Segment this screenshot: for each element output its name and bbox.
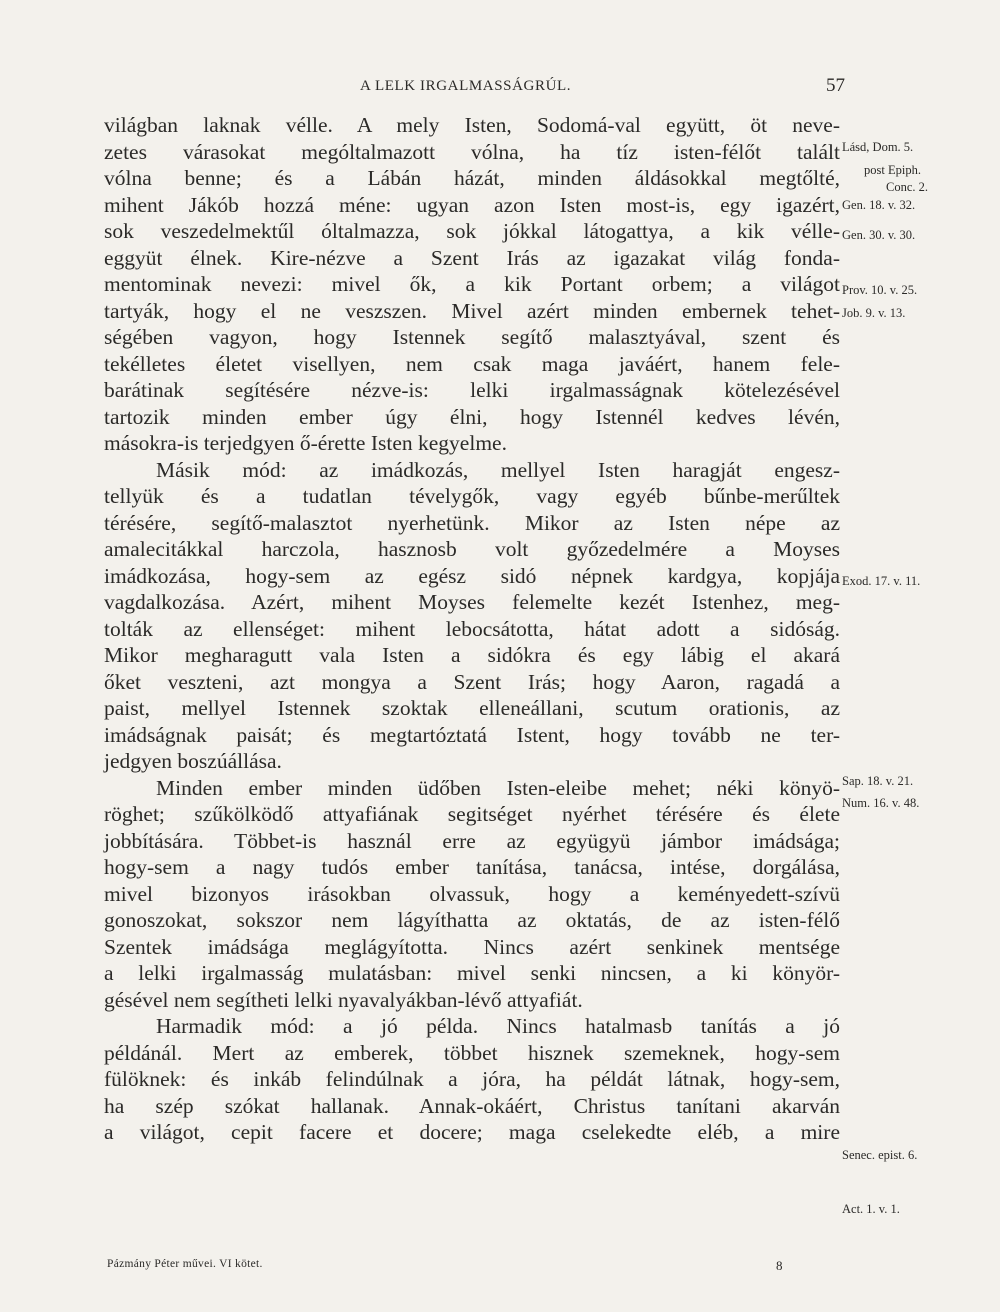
text-line: tartyák, hogy el ne veszszen. Mivel azért minden embernek tehet- bbox=[104, 298, 840, 323]
margin-note: Exod. 17. v. 11. bbox=[842, 574, 921, 588]
running-title: A LELK IRGALMASSÁGRÚL. bbox=[360, 78, 572, 94]
text-line: röghet; szűkölködő attyafiának segitséget nyérhet térésére és élete bbox=[104, 802, 840, 826]
text-line: fülöknek: és inkáb felindúlnak a jóra, ha példát látnak, hogy-sem, bbox=[104, 1067, 840, 1091]
margin-note: Job. 9. v. 13. bbox=[842, 306, 906, 320]
text-line: jedgyen boszúállása. bbox=[104, 749, 282, 773]
text-line: jobbítására. Többet-is használ erre az együgyü jámbor imádsága; bbox=[104, 828, 840, 853]
margin-note: Sap. 18. v. 21. bbox=[842, 774, 914, 788]
text-line: a lelki irgalmasság mulatásban: mivel senki nincsen, a ki könyör- bbox=[104, 961, 840, 985]
text-line: Mikor megharagutt vala Isten a sidókra és egy lábig el akará bbox=[104, 643, 840, 667]
margin-note: Num. 16. v. 48. bbox=[842, 796, 920, 810]
text-line: őket veszteni, azt mongya a Szent Irás; hogy Aaron, ragadá a bbox=[104, 669, 840, 694]
margin-note: Gen. 18. v. 32. bbox=[842, 198, 916, 212]
text-line: mentominak nevezi: mivel ők, a kik Portant orbem; a világot bbox=[104, 272, 840, 296]
text-line: Másik mód: az imádkozás, mellyel Isten haragját engesz- bbox=[156, 457, 840, 482]
margin-note: Gen. 30. v. 30. bbox=[842, 228, 916, 242]
margin-note: Lásd, Dom. 5. bbox=[842, 140, 914, 154]
margin-note: Conc. 2. bbox=[886, 180, 929, 194]
text-line: imádkozása, hogy-sem az egész sidó népnek kardgya, kopjája bbox=[104, 563, 840, 588]
body-text bbox=[104, 112, 840, 1146]
text-line: imádságnak paisát; és megtartóztatá Istent, hogy tovább ne ter- bbox=[104, 722, 840, 747]
footer-signature: Pázmány Péter művei. VI kötet. bbox=[107, 1258, 263, 1270]
text-line: példánál. Mert az emberek, többet hisznek szemeknek, hogy-sem bbox=[104, 1040, 840, 1065]
margin-note: Act. 1. v. 1. bbox=[842, 1202, 900, 1216]
text-line: tekélletes életet visellyen, nem csak maga javáért, hanem fele- bbox=[104, 351, 840, 376]
text-line: mivel bizonyos irásokban olvassuk, hogy a keményedett-szívü bbox=[104, 881, 840, 906]
margin-note: post Epiph. bbox=[864, 163, 921, 177]
text-line: tolták az ellenséget: mihent lebocsátotta, hátat adott a sidóság. bbox=[104, 616, 840, 641]
text-line: világban laknak vélle. A mely Isten, Sodomá-val együtt, öt neve- bbox=[104, 113, 840, 137]
margin-note: Senec. epist. 6. bbox=[842, 1148, 918, 1162]
text-line: mihent Jákób hozzá méne: ugyan azon Isten most-is, egy igazért, bbox=[104, 192, 840, 217]
text-line: vagdalkozása. Azért, mihent Moyses felemelte kezét Istenhez, meg- bbox=[104, 590, 840, 614]
text-line: barátinak segítésére nézve-is: lelki irgalmasságnak kötelezésével bbox=[104, 378, 840, 402]
text-line: tartozik minden ember úgy élni, hogy Istennél kedves lévén, bbox=[104, 404, 840, 429]
text-line: Harmadik mód: a jó példa. Nincs hatalmasb tanítás a jó bbox=[156, 1014, 840, 1038]
text-line: térésére, segítő-malasztot nyerhetünk. Mikor az Isten népe az bbox=[104, 510, 840, 535]
text-line: gésével nem segítheti lelki nyavalyákban-lévő attyafiát. bbox=[104, 987, 583, 1012]
text-line: zetes várasokat mególtalmazott vólna, ha tíz isten-félőt talált bbox=[104, 139, 840, 164]
text-line: másokra-is terjedgyen ő-érette Isten kegyelme. bbox=[104, 431, 507, 455]
text-line: paist, mellyel Istennek szoktak elleneállani, scutum orationis, az bbox=[104, 696, 840, 720]
text-line: tellyük és a tudatlan tévelygők, vagy egyéb bűnbe-merűltek bbox=[104, 484, 840, 508]
text-line: a világot, cepit facere et docere; maga cselekedte eléb, a mire bbox=[104, 1120, 840, 1144]
text-line: sok veszedelmektűl óltalmazza, sok jókkal látogattya, a kik vélle- bbox=[104, 219, 840, 243]
text-line: eggyüt élnek. Kire-nézve a Szent Irás az igazakat világ fonda- bbox=[104, 245, 840, 270]
page-number: 57 bbox=[826, 75, 845, 96]
margin-note: Prov. 10. v. 25. bbox=[842, 283, 918, 297]
page-footer bbox=[0, 1258, 1000, 1278]
text-line: ha szép szókat hallanak. Annak-okáért, Christus tanítani akarván bbox=[104, 1093, 840, 1118]
text-line: gonoszokat, sokszor nem lágyíthatta az oktatás, de az isten-félő bbox=[104, 908, 840, 932]
text-line: hogy-sem a nagy tudós ember tanítása, tanácsa, intése, dorgálása, bbox=[104, 855, 840, 879]
text-line: Minden ember minden üdőben Isten-eleibe mehet; néki könyö- bbox=[156, 775, 840, 800]
text-line: Szentek imádsága meglágyította. Nincs azért senkinek mentsége bbox=[104, 934, 840, 959]
text-line: vólna benne; és a Lábán házát, minden áldásokkal megtőlté, bbox=[104, 166, 840, 190]
text-line: amalecitákkal harczola, hasznosb volt győzedelmére a Moyses bbox=[104, 537, 840, 561]
page-header bbox=[0, 75, 1000, 104]
text-line: ségében vagyon, hogy Istennek segítő malasztyával, szent és bbox=[104, 325, 840, 349]
footer-sheet-number: 8 bbox=[776, 1258, 783, 1273]
